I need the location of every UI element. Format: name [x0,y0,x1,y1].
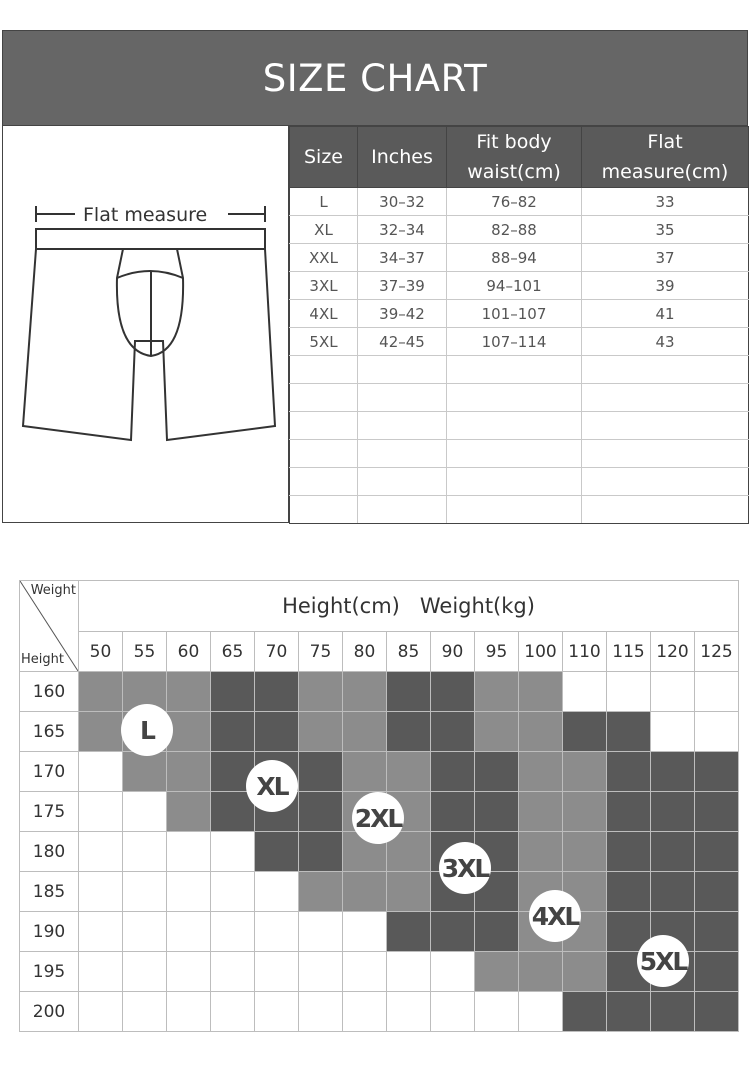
size-zone-cell [519,952,563,992]
height-header-cell: 180 [20,832,79,872]
height-row [20,992,739,1032]
empty-cell [290,440,358,468]
size-zone-cell [563,952,607,992]
size-badge: L [121,704,173,756]
size-zone-cell [255,712,299,752]
size-zone-cell [123,832,167,872]
weight-header-cell: 60 [167,632,211,672]
size-zone-cell [343,672,387,712]
size-zone-cell [211,912,255,952]
size-zone-cell [343,952,387,992]
size-zone-cell [387,872,431,912]
size-zone-cell [167,792,211,832]
size-zone-cell [255,952,299,992]
size-zone-cell [695,912,739,952]
size-zone-cell [167,832,211,872]
size-zone-cell [475,952,519,992]
empty-cell [582,440,749,468]
size-row [290,216,749,244]
size-zone-cell [255,872,299,912]
size-zone-cell [79,672,123,712]
weight-header-cell: 50 [79,632,123,672]
size-zone-cell [519,832,563,872]
size-zone-cell [387,912,431,952]
size-zone-cell [519,752,563,792]
size-zone-cell [695,872,739,912]
waist-cell: 101–107 [447,300,582,328]
height-header-cell: 175 [20,792,79,832]
empty-cell [290,356,358,384]
size-zone-cell [167,752,211,792]
size-zone-cell [299,992,343,1032]
size-zone-cell [431,712,475,752]
height-row [20,672,739,712]
size-zone-cell [167,912,211,952]
size-zone-cell [607,992,651,1032]
size-badge: 5XL [637,935,689,987]
empty-row [290,356,749,384]
size-row [290,244,749,272]
size-zone-cell [607,872,651,912]
size-zone-cell [211,952,255,992]
size-zone-cell [651,992,695,1032]
size-zone-cell [695,992,739,1032]
size-zone-cell [695,712,739,752]
size-zone-cell [211,832,255,872]
size-zone-cell [211,872,255,912]
empty-cell [358,496,447,524]
flat-cell: 37 [582,244,749,272]
size-zone-cell [387,992,431,1032]
size-zone-cell [607,672,651,712]
waist-cell: 107–114 [447,328,582,356]
empty-cell [358,384,447,412]
size-zone-cell [387,672,431,712]
size-row [290,300,749,328]
size-zone-cell [299,672,343,712]
size-cell: XXL [290,244,358,272]
size-zone-cell [695,952,739,992]
empty-row [290,384,749,412]
inches-cell: 42–45 [358,328,447,356]
size-zone-cell [431,992,475,1032]
size-zone-cell [343,752,387,792]
size-zone-cell [519,672,563,712]
size-zone-cell [343,872,387,912]
flat-measure-label: Flat measure [83,204,208,226]
size-cell: L [290,188,358,216]
height-header-cell: 170 [20,752,79,792]
size-zone-cell [167,712,211,752]
size-zone-cell [431,792,475,832]
size-zone-cell [563,992,607,1032]
size-zone-cell [475,752,519,792]
inches-cell: 34–37 [358,244,447,272]
size-zone-cell [211,712,255,752]
weight-header-cell: 55 [123,632,167,672]
waist-cell: 82–88 [447,216,582,244]
size-zone-cell [123,752,167,792]
empty-cell [582,412,749,440]
empty-cell [290,468,358,496]
size-zone-cell [695,832,739,872]
empty-cell [447,440,582,468]
size-zone-cell [299,752,343,792]
weight-header-cell: 85 [387,632,431,672]
size-row [290,272,749,300]
height-header-cell: 200 [20,992,79,1032]
empty-row [290,440,749,468]
flat-cell: 35 [582,216,749,244]
empty-cell [447,412,582,440]
size-cell: 3XL [290,272,358,300]
empty-cell [358,412,447,440]
size-zone-cell [255,992,299,1032]
size-zone-cell [255,912,299,952]
flat-cell: 43 [582,328,749,356]
size-zone-cell [695,752,739,792]
weight-header-cell: 90 [431,632,475,672]
size-zone-cell [563,712,607,752]
size-zone-cell [651,832,695,872]
size-zone-cell [475,992,519,1032]
size-zone-cell [79,872,123,912]
empty-cell [358,468,447,496]
empty-row [290,468,749,496]
size-zone-cell [563,832,607,872]
inches-cell: 37–39 [358,272,447,300]
size-zone-cell [167,952,211,992]
weight-header-cell: 120 [651,632,695,672]
size-zone-cell [123,952,167,992]
size-table [289,126,749,524]
empty-cell [447,496,582,524]
size-zone-cell [123,992,167,1032]
size-zone-cell [519,992,563,1032]
size-zone-cell [475,792,519,832]
size-zone-cell [563,752,607,792]
flat-cell: 33 [582,188,749,216]
size-zone-cell [475,912,519,952]
title-banner [2,30,748,126]
header-fit-body-waist: Fit body waist(cm) [447,127,582,188]
empty-cell [290,412,358,440]
weight-header-cell: 125 [695,632,739,672]
size-zone-cell [255,832,299,872]
header-size: Size [290,127,358,188]
flat-cell: 41 [582,300,749,328]
size-zone-cell [519,792,563,832]
size-zone-cell [299,912,343,952]
weight-header-cell: 110 [563,632,607,672]
size-zone-cell [299,712,343,752]
weight-header-cell: 75 [299,632,343,672]
size-zone-cell [211,992,255,1032]
weight-header-cell: 115 [607,632,651,672]
size-zone-cell [79,752,123,792]
size-zone-cell [79,792,123,832]
empty-cell [358,440,447,468]
size-cell: XL [290,216,358,244]
header-inches: Inches [358,127,447,188]
size-zone-cell [167,672,211,712]
size-zone-cell [299,832,343,872]
weight-header-cell: 65 [211,632,255,672]
size-zone-cell [343,992,387,1032]
size-zone-cell [431,912,475,952]
header-flat-measure: Flat measure(cm) [582,127,749,188]
height-row [20,872,739,912]
empty-cell [290,384,358,412]
size-zone-cell [79,952,123,992]
weight-header-cell: 70 [255,632,299,672]
size-badge: XL [246,760,298,812]
size-zone-cell [123,872,167,912]
size-zone-cell [431,752,475,792]
size-zone-cell [651,752,695,792]
empty-cell [447,468,582,496]
inches-cell: 32–34 [358,216,447,244]
corner-weight-label: Weight [30,583,76,598]
size-cell: 4XL [290,300,358,328]
size-zone-cell [607,712,651,752]
size-zone-cell [519,712,563,752]
empty-cell [582,356,749,384]
size-zone-cell [387,712,431,752]
empty-cell [582,384,749,412]
size-zone-cell [475,712,519,752]
size-zone-cell [563,672,607,712]
size-zone-cell [79,832,123,872]
weight-header-cell: 80 [343,632,387,672]
size-zone-cell [475,672,519,712]
size-zone-cell [299,872,343,912]
size-zone-cell [387,752,431,792]
empty-row [290,412,749,440]
size-zone-cell [651,872,695,912]
size-zone-cell [651,792,695,832]
size-zone-cell [563,792,607,832]
size-zone-cell [651,712,695,752]
weight-header-cell: 95 [475,632,519,672]
size-zone-cell [387,952,431,992]
empty-cell [582,496,749,524]
size-zone-cell [79,912,123,952]
size-cell: 5XL [290,328,358,356]
waist-cell: 94–101 [447,272,582,300]
size-zone-cell [431,672,475,712]
size-zone-cell [255,672,299,712]
size-zone-cell [167,872,211,912]
size-zone-cell [343,912,387,952]
size-zone-cell [79,992,123,1032]
size-badge: 4XL [529,890,581,942]
inches-cell: 30–32 [358,188,447,216]
shorts-diagram-panel [2,126,289,523]
waist-cell: 76–82 [447,188,582,216]
height-header-cell: 190 [20,912,79,952]
inches-cell: 39–42 [358,300,447,328]
size-zone-cell [651,672,695,712]
waist-cell: 88–94 [447,244,582,272]
empty-cell [290,496,358,524]
size-zone-cell [343,712,387,752]
empty-cell [582,468,749,496]
size-zone-cell [123,792,167,832]
weight-header-cell: 100 [519,632,563,672]
height-row [20,952,739,992]
size-zone-cell [299,792,343,832]
size-zone-cell [695,672,739,712]
flat-cell: 39 [582,272,749,300]
size-row [290,328,749,356]
empty-cell [447,384,582,412]
height-weight-chart [19,580,739,1032]
size-zone-cell [123,912,167,952]
height-header-cell: 165 [20,712,79,752]
page-title: SIZE CHART [262,56,488,100]
size-zone-cell [79,712,123,752]
size-badge: 3XL [439,842,491,894]
height-header-cell: 185 [20,872,79,912]
size-zone-cell [211,672,255,712]
height-header-cell: 160 [20,672,79,712]
size-zone-cell [695,792,739,832]
height-row [20,912,739,952]
corner-height-label: Height [21,652,64,667]
size-zone-cell [299,952,343,992]
size-zone-cell [607,792,651,832]
corner-cell [20,581,79,672]
empty-row [290,496,749,524]
shorts-illustration [3,126,290,523]
size-row [290,188,749,216]
size-zone-cell [167,992,211,1032]
size-badge: 2XL [352,792,404,844]
size-zone-cell [607,752,651,792]
size-zone-cell [431,952,475,992]
size-zone-cell [607,832,651,872]
size-table-header [290,127,749,188]
height-header-cell: 195 [20,952,79,992]
empty-cell [358,356,447,384]
chart-header: Height(cm) Weight(kg) [79,581,739,632]
height-row [20,752,739,792]
empty-cell [447,356,582,384]
